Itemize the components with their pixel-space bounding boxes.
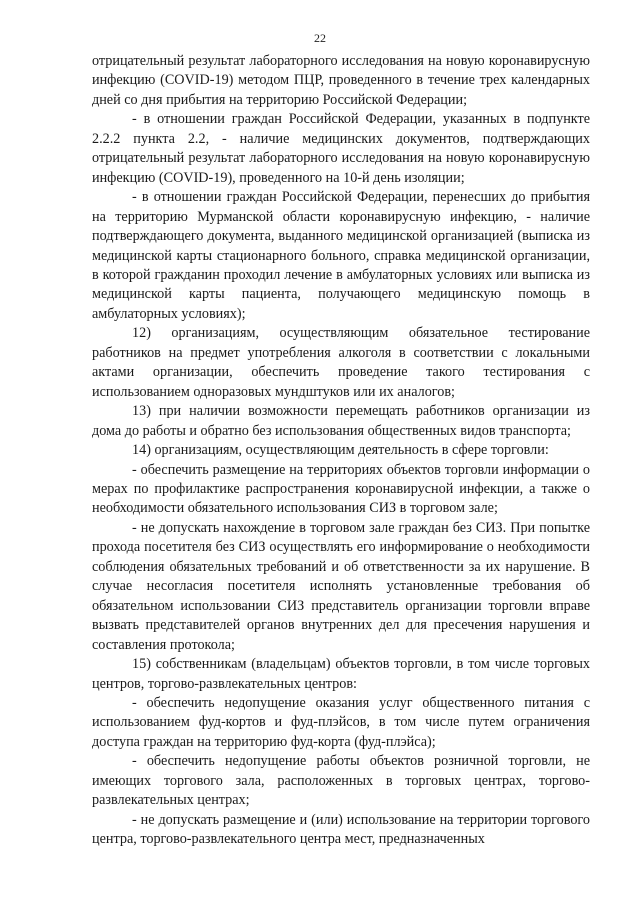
paragraph: 14) организациям, осуществляющим деятельность в сфере торговли: — [132, 442, 549, 459]
paragraph: - в отношении граждан Российской Федерации, перенесших до прибытия на территорию Мурманской области коронавирусную инфекцию, - наличие подтверждающего документа, выданного медицинской организацией (выписка из медицинской карты стационарного больного, справка медицинской организации, в которой гражданин проходил лечение в амбулаторных условиях или выписка из медицинской карты пациента, получающего медицинскую помощь в амбулаторных условиях); — [92, 189, 590, 322]
paragraph: - не допускать размещение и (или) использование на территории торгового центра, торгово-развлекательного центра мест, предназначенных — [92, 811, 590, 848]
paragraph: - обеспечить размещение на территориях объектов торговли информации о мерах по профилактике распространения коронавирусной инфекции, а также о необходимости обязательного использования СИЗ в торговом зале; — [92, 461, 590, 517]
document-body — [92, 52, 590, 850]
paragraph: отрицательный результат лабораторного исследования на новую коронавирусную инфекцию (COVID-19) методом ПЦР, проведенного в течение трех календарных дней со дня прибытия на территорию Российской Федерации; — [92, 53, 590, 108]
paragraph: 12) организациям, осуществляющим обязательное тестирование работников на предмет употребления алкоголя в соответствии с локальными актами организации, обеспечить проведение такого тестирования с использованием одноразовых мундштуков или их аналогов; — [92, 325, 590, 400]
paragraph: 15) собственникам (владельцам) объектов торговли, в том числе торговых центров, торгово-развлекательных центров: — [92, 656, 590, 692]
paragraph: - в отношении граждан Российской Федерации, указанных в подпункте 2.2.2 пункта 2.2, - наличие медицинских документов, подтверждающих отрицательный результат лабораторного исследования на новую коронавирусную инфекцию (COVID-19), проведенного на 10-й день изоляции; — [92, 111, 590, 186]
paragraph: - не допускать нахождение в торговом зале граждан без СИЗ. При попытке прохода посетителя без СИЗ осуществлять его информирование о необходимости соблюдения обязательных требований и об ответственности за их нарушение. В случае несогласия посетителя исполнять установленные требования об обязательном использовании СИЗ представитель организации торговли вправе вызвать представителей органов внутренних дел для пресечения нарушения и составления протокола; — [92, 519, 590, 653]
paragraph: 13) при наличии возможности перемещать работников организации из дома до работы и обратно без использования общественных видов транспорта; — [92, 403, 590, 439]
paragraph: - обеспечить недопущение работы объектов розничной торговли, не имеющих торгового зала, расположенных в торговых центрах, торгово-развлекательных центрах; — [92, 753, 590, 809]
page-number: 22 — [314, 31, 326, 45]
paragraph: - обеспечить недопущение оказания услуг общественного питания с использованием фуд-кортов и фуд-плэйсов, в том числе путем ограничения доступа граждан на территорию фуд-корта (фуд-плэйса); — [92, 694, 590, 750]
